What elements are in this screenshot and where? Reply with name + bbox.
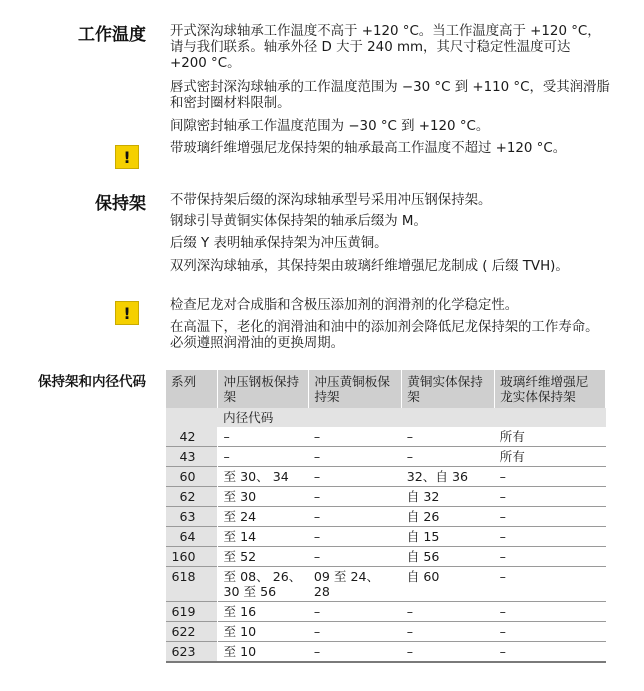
table-cell: –	[499, 569, 506, 584]
table-cell: 至 16	[223, 604, 257, 619]
table-cell: 至 14	[223, 529, 257, 544]
table-cell-series: 160	[166, 547, 218, 567]
table-cell: 所有	[499, 449, 525, 464]
cage-paragraph-4: 双列深沟球轴承，其保持架由玻璃纤维增强尼龙制成 ( 后缀 TVH)。	[170, 259, 569, 274]
cage-warning-2: 在高温下，老化的润滑油和油中的添加剂会降低尼龙保持架的工作寿命。必须遵照润滑油的更换周期。	[170, 320, 599, 351]
subheader-bore-code: 内径代码	[218, 408, 606, 427]
temperature-paragraph-3: 间隙密封轴承工作温度范围为 −30 °C 到 +120 °C。	[170, 119, 490, 134]
temperature-warning: 带玻璃纤维增强尼龙保持架的轴承最高工作温度不超过 +120 °C。	[170, 141, 567, 156]
table-row	[166, 507, 606, 527]
table-row	[166, 447, 606, 467]
table-cell: –	[406, 429, 414, 444]
table-cell: –	[499, 509, 506, 524]
table-cell: –	[499, 489, 506, 504]
table-cell: –	[499, 644, 506, 659]
subheader-empty	[166, 408, 218, 427]
table-cell: –	[406, 604, 414, 619]
table-cell: –	[499, 549, 506, 564]
table-cell: –	[313, 549, 321, 564]
table-cell: 所有	[499, 429, 525, 444]
table-cell-series: 62	[166, 487, 218, 507]
table-cell: –	[499, 624, 506, 639]
table-cell: –	[406, 624, 414, 639]
table-cell: 自 60	[406, 569, 440, 584]
table-cell: 自 26	[406, 509, 440, 524]
table-cell: 至 08、 26、 30 至 56	[223, 569, 302, 599]
table-cell: 至 30、 34	[223, 469, 289, 484]
table-cell: 至 52	[223, 549, 257, 564]
cage-paragraph-3: 后缀 Y 表明轴承保持架为冲压黄铜。	[170, 236, 388, 251]
table-cell: –	[313, 449, 321, 464]
table-cell-series: 622	[166, 622, 218, 642]
table-cell: –	[223, 429, 230, 444]
table-row	[166, 602, 606, 622]
table-cell: 至 10	[223, 624, 257, 639]
temperature-paragraph-2: 唇式密封深沟球轴承的工作温度范围为 −30 °C 到 +110 °C，受其润滑脂和密封圈材料限制。	[170, 80, 610, 111]
table-cell: –	[223, 449, 230, 464]
table-cell: –	[313, 624, 321, 639]
table-cell: –	[313, 429, 321, 444]
table-cell-series: 623	[166, 642, 218, 663]
table-cell: –	[313, 529, 321, 544]
heading-cage-bore-code: 保持架和内径代码	[38, 374, 146, 390]
table-cell: –	[313, 509, 321, 524]
table-cell: 09 至 24、 28	[313, 569, 380, 599]
warning-exclamation-icon: !	[115, 301, 139, 325]
table-cell: –	[313, 469, 321, 484]
table-cell: 自 15	[406, 529, 440, 544]
table-row	[166, 547, 606, 567]
table-cell: –	[499, 529, 506, 544]
heading-operating-temperature: 工作温度	[78, 25, 146, 45]
temperature-paragraph-1: 开式深沟球轴承工作温度不高于 +120 °C。当工作温度高于 +120 °C，请与我们联系。轴承外径 D 大于 240 mm，其尺寸稳定性温度可达 +200 °C。	[170, 24, 601, 71]
header-machined-brass: 黄铜实体保持架	[402, 370, 495, 408]
table-row	[166, 487, 606, 507]
table-cell: 至 10	[223, 644, 257, 659]
table-cell-series: 64	[166, 527, 218, 547]
table-cell: 至 30	[223, 489, 257, 504]
table-cell: –	[406, 644, 414, 659]
table-cell-series: 63	[166, 507, 218, 527]
cage-bore-code-table	[166, 370, 606, 663]
table-row	[166, 427, 606, 447]
table-subheader-row	[166, 408, 606, 427]
table-cell-series: 60	[166, 467, 218, 487]
table-header-row	[166, 370, 606, 408]
cage-paragraph-1: 不带保持架后缀的深沟球轴承型号采用冲压钢保持架。	[170, 193, 492, 208]
header-glass-fibre-nylon: 玻璃纤维增强尼龙实体保持架	[495, 370, 606, 408]
table-cell-series: 42	[166, 427, 218, 447]
table-row	[166, 567, 606, 602]
warning-exclamation-icon: !	[115, 145, 139, 169]
table-cell: –	[499, 469, 506, 484]
table-cell: –	[313, 489, 321, 504]
table-row	[166, 527, 606, 547]
table-body	[166, 427, 606, 662]
table-cell: 自 56	[406, 549, 440, 564]
table-cell-series: 43	[166, 447, 218, 467]
table-cell: 自 32	[406, 489, 440, 504]
table-cell: –	[406, 449, 414, 464]
table-cell: 32、自 36	[406, 469, 468, 484]
table-cell: –	[313, 644, 321, 659]
header-pressed-brass: 冲压黄铜板保持架	[309, 370, 402, 408]
table-cell: 至 24	[223, 509, 257, 524]
cage-warning-1: 检查尼龙对合成脂和含极压添加剂的润滑剂的化学稳定性。	[170, 298, 519, 313]
cage-paragraph-2: 钢球引导黄铜实体保持架的轴承后缀为 M。	[170, 214, 427, 229]
table-row	[166, 622, 606, 642]
table-row	[166, 642, 606, 663]
table-cell-series: 619	[166, 602, 218, 622]
header-pressed-steel: 冲压钢板保持架	[218, 370, 309, 408]
table-cell: –	[499, 604, 506, 619]
table-cell-series: 618	[166, 567, 218, 602]
table-cell: –	[313, 604, 321, 619]
header-series: 系列	[166, 370, 218, 408]
heading-cage: 保持架	[95, 194, 146, 214]
table-row	[166, 467, 606, 487]
